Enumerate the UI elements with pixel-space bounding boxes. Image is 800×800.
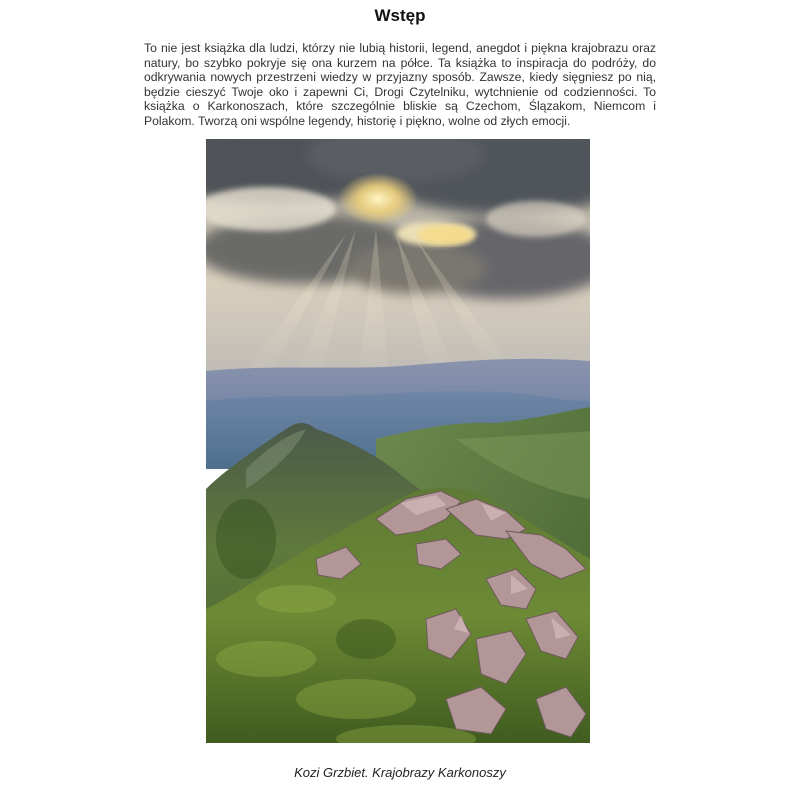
intro-paragraph: To nie jest książka dla ludzi, którzy nie lubią historii, legend, anegdot i piękna krajobrazu oraz natury, bo szybko pokryje się ona kurzem na półce. Ta książka to inspiracja do podróży, do odkrywania nowych przestrzeni wiedzy w przyjazny sposób. Zawsze, kiedy sięgniesz po nią, będzie cieszyć Twoje oko i zapewni Ci, Drogi Czytelniku, wytchnienie od codzienności. To książka o Karkonoszach, które szczególnie bliskie są Czechom, Ślązakom, Niemcom i Polakom. Tworzą oni wspólne legendy, historię i piękno, wolne od złych emocji. <box>144 41 656 128</box>
page-title: Wstęp <box>374 6 426 25</box>
photo-caption: Kozi Grzbiet. Krajobrazy Karkonoszy <box>294 765 506 780</box>
mountain-landscape-photo <box>206 139 590 743</box>
